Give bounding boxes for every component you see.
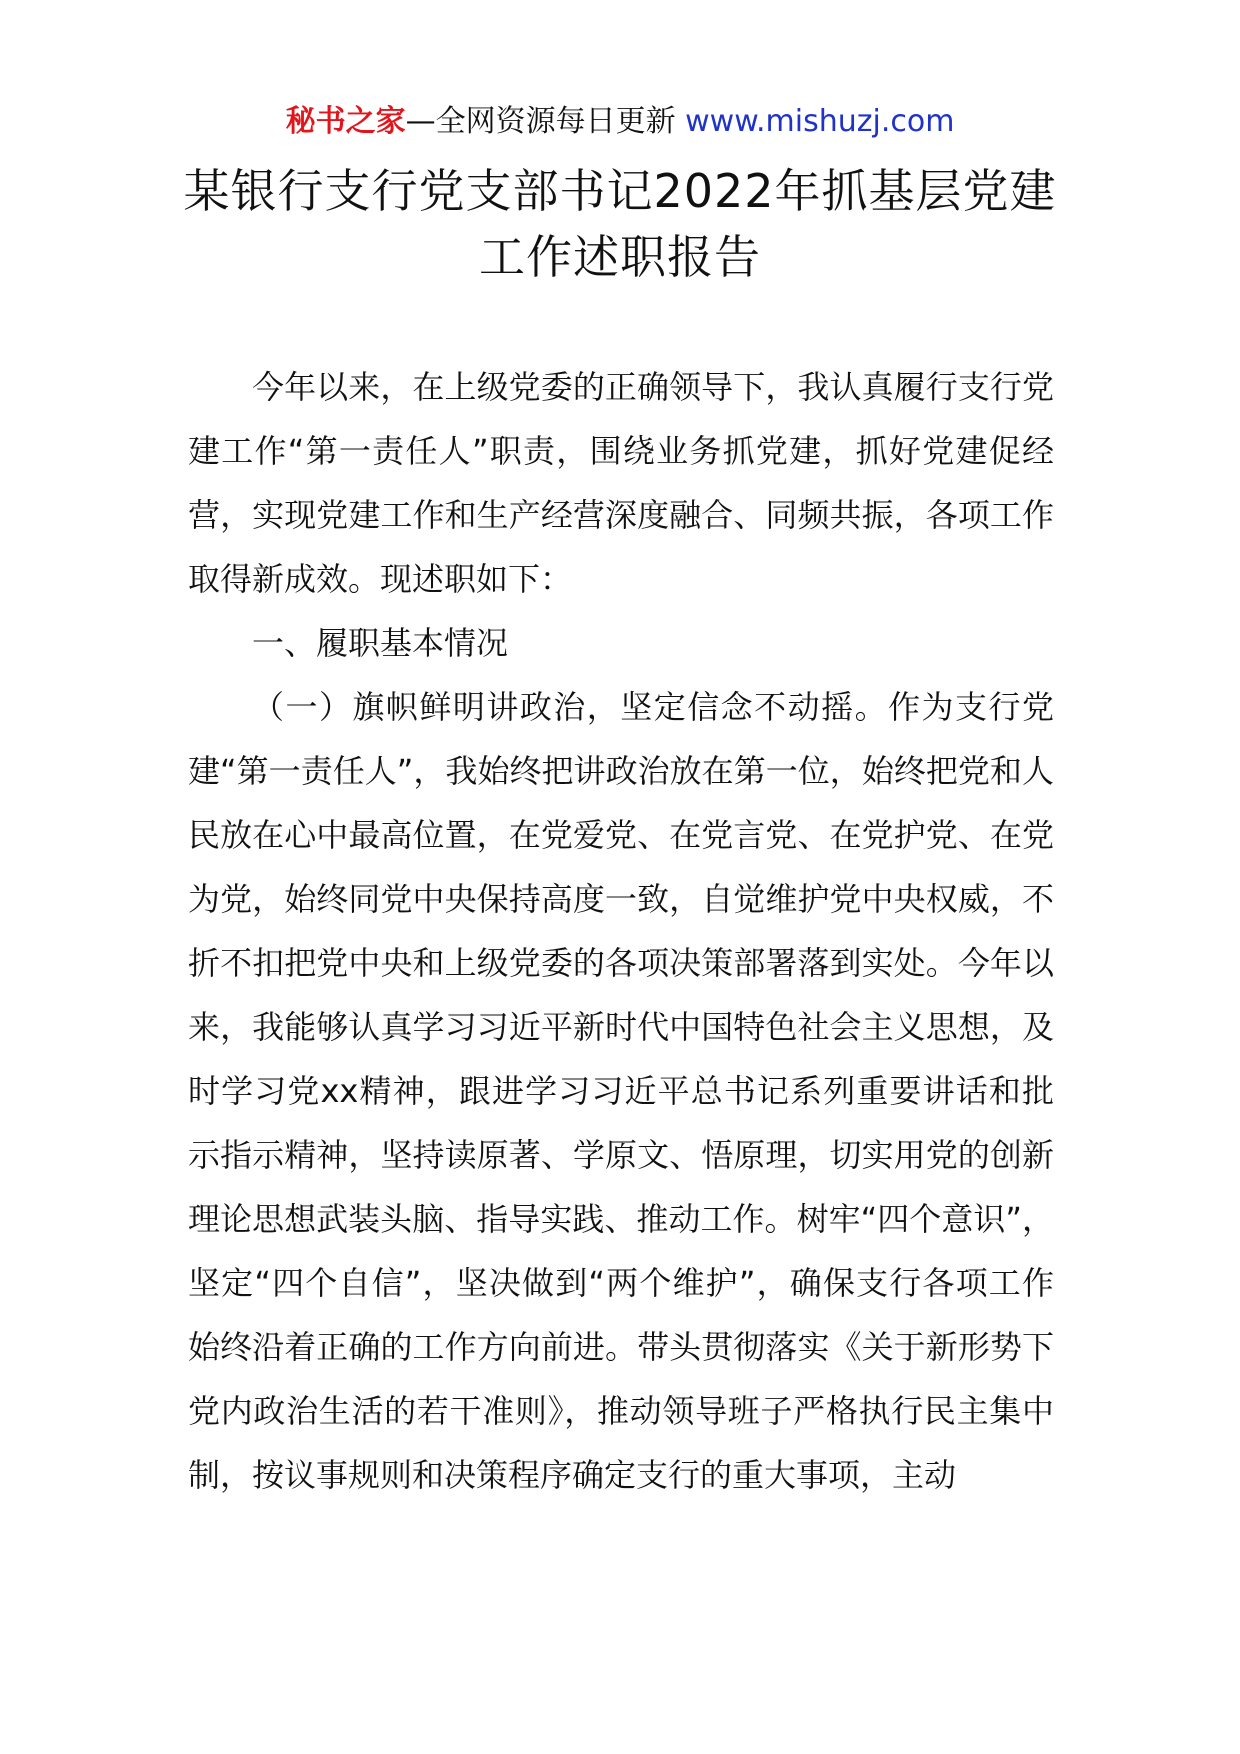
section-heading: 一、履职基本情况 xyxy=(252,624,509,662)
document-title: 某银行支行党支部书记2022年抓基层党建工作述职报告 xyxy=(183,164,1057,284)
header-banner xyxy=(0,100,1240,144)
intro-paragraph: 今年以来，在上级党委的正确领导下，我认真履行支行党建工作“第一责任人”职责，围绕业务抓党建，抓好党建促经营，实现党建工作和生产经营深度融合、同频共振，各项工作取得新成效。现述职如下： xyxy=(188,368,1054,598)
document-body xyxy=(188,355,1054,1507)
site-url-link[interactable]: www.mishuzj.com xyxy=(685,104,955,139)
brand-tagline: —全网资源每日更新 xyxy=(405,104,676,139)
section-paragraph: （一）旗帜鲜明讲政治，坚定信念不动摇。作为支行党建“第一责任人”，我始终把讲政治放在第一位，始终把党和人民放在心中最高位置，在党爱党、在党言党、在党护党、在党为党，始终同党中央保持高度一致，自觉维护党中央权威，不折不扣把党中央和上级党委的各项决策部署落到实处。今年以来，我能够认真学习习近平新时代中国特色社会主义思想，及时学习党xx精神，跟进学习习近平总书记系列重要讲话和批示指示精神，坚持读原著、学原文、悟原理，切实用党的创新理论思想武装头脑、指导实践、推动工作。树牢“四个意识”，坚定“四个自信”，坚决做到“两个维护”，确保支行各项工作始终沿着正确的工作方向前进。带头贯彻落实《关于新形势下党内政治生活的若干准则》，推动领导班子严格执行民主集中制，按议事规则和决策程序确定支行的重大事项，主动 xyxy=(188,688,1054,1494)
brand-name: 秘书之家 xyxy=(285,104,406,139)
